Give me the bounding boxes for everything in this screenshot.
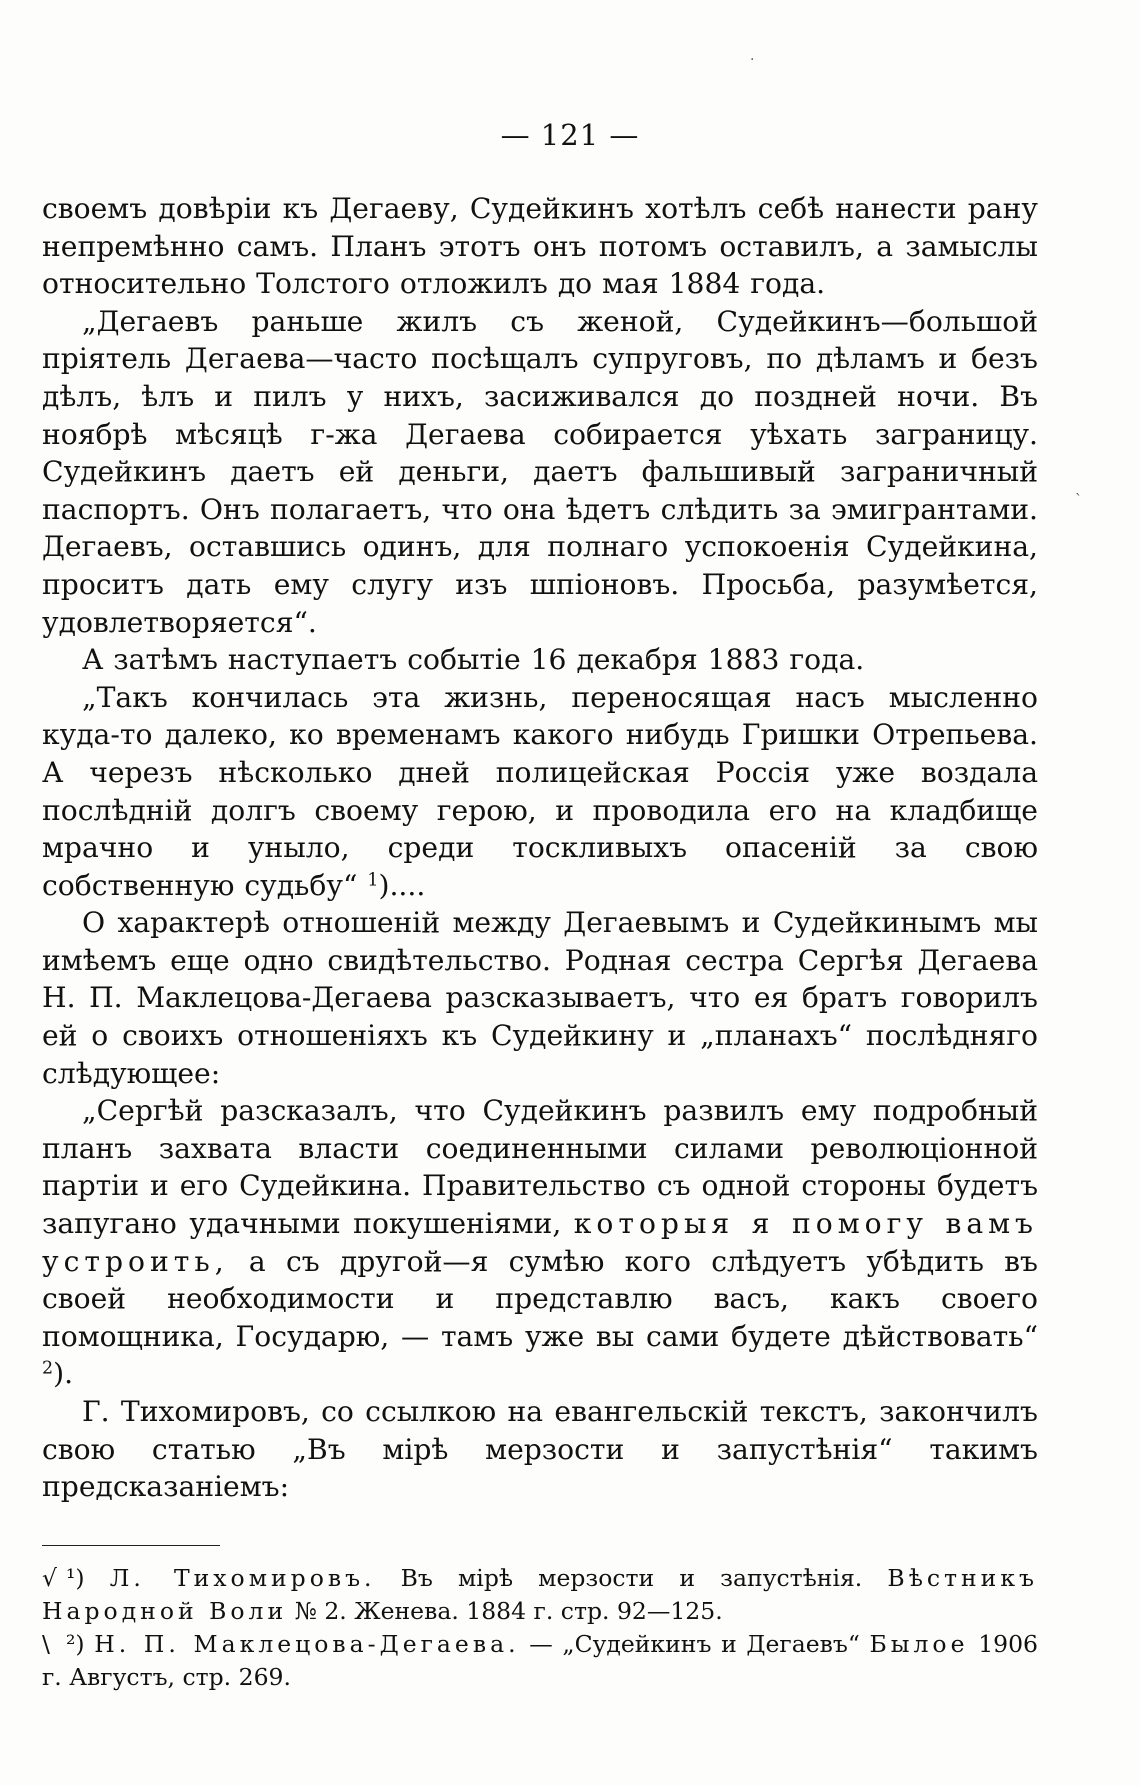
footnote-number: ¹)	[66, 1564, 85, 1592]
paragraph	[42, 679, 1038, 905]
footnote-reference: 1	[367, 870, 379, 891]
footnote-divider	[42, 1545, 220, 1546]
footnote-details: № 2. Женева. 1884 г. стр. 92—125.	[294, 1597, 723, 1625]
paragraph	[42, 1092, 1038, 1393]
footnotes	[42, 1562, 1038, 1694]
check-mark-icon: √	[42, 1564, 57, 1592]
page-number: — 121 —	[500, 118, 640, 152]
footnote-title: Въ мірѣ мерзости и запустѣнія.	[400, 1564, 863, 1592]
footnote-author: Л. Тихомировъ.	[109, 1564, 376, 1592]
paragraph-text: „Сергѣй разсказалъ, что Судейкинъ развилъ ему подробный планъ захвата власти соединенными силами революціонной партіи и его Судейкина. Правительство съ одной стороны будетъ запугано удачными покушеніями,	[42, 1094, 1038, 1241]
footnote-reference: 2	[42, 1358, 54, 1379]
stray-mark: ·	[750, 52, 755, 68]
footnote-source: Былое	[869, 1630, 969, 1658]
footnote-author: Н. П. Маклецова-Дегаева.	[94, 1630, 520, 1658]
paragraph-text: а съ другой—я сумѣю кого слѣдуетъ убѣдить въ своей необходимости и представлю васъ, какъ своего помощника, Государю, — тамъ уже вы сами будете дѣйствовать“	[42, 1244, 1038, 1353]
slash-mark-icon: \	[42, 1630, 50, 1658]
emphasized-text: которыя я помогу вамъ устроить,	[42, 1207, 1038, 1278]
paragraph: О характерѣ отношеній между Дегаевымъ и Судейкинымъ мы имѣемъ еще одно свидѣтельство. Родная сестра Сергѣя Дегаева Н. П. Маклецова-Дегаева разсказываетъ, что ея братъ говорилъ ей о своихъ отношеніяхъ къ Судейкину и „планахъ“ послѣдняго слѣдующее:	[42, 906, 1038, 1090]
paragraph: „Дегаевъ раньше жилъ съ женой, Судейкинъ—большой пріятель Дегаева—часто посѣщалъ супруговъ, по дѣламъ и безъ дѣлъ, ѣлъ и пилъ у нихъ, засиживался до поздней ночи. Въ ноябрѣ мѣсяцѣ г-жа Дегаева собирается уѣхать заграницу. Судейкинъ даетъ ей деньги, даетъ фальшивый заграничный паспортъ. Онъ полагаетъ, что она ѣдетъ слѣдить за эмигрантами. Дегаевъ, оставшись одинъ, для полнаго успокоенія Судейкина, проситъ дать ему слугу изъ шпіоновъ. Просьба, разумѣется, удовлетворяется“.	[42, 304, 1038, 639]
paragraph-ending: ).	[53, 1357, 74, 1391]
footnote	[42, 1628, 1038, 1694]
stray-mark: ˎ	[1075, 480, 1082, 496]
paragraph-text: „Такъ кончилась эта жизнь, переносящая насъ мысленно куда-то далеко, ко временамъ какого нибудь Гришки Отрепьева. А черезъ нѣсколько дней полицейская Россія уже воздала послѣдній долгъ своему герою, и проводила его на кладбище мрачно и уныло, среди тоскливыхъ опасеній за свою собственную судьбу“	[42, 680, 1038, 902]
paragraph: своемъ довѣріи къ Дегаеву, Судейкинъ хотѣлъ себѣ нанести рану непремѣнно самъ. Планъ этотъ онъ потомъ оставилъ, а замыслы относительно Толстого отложилъ до мая 1884 года.	[42, 192, 1038, 301]
paragraph-ending: )....	[378, 868, 426, 902]
main-text	[42, 190, 1038, 1506]
footnote-title: — „Судейкинъ и Дегаевъ“	[529, 1630, 860, 1658]
paragraph: А затѣмъ наступаетъ событіе 16 декабря 1883 года.	[82, 643, 865, 677]
footnote-number: ²)	[66, 1630, 85, 1658]
footnote-details: 1906 г. Августъ, стр. 269.	[42, 1630, 1038, 1691]
footnote	[42, 1562, 1038, 1628]
footnote-source: Вѣстникъ Народной Воли	[42, 1564, 1038, 1625]
paragraph: Г. Тихомировъ, со ссылкою на евангельскій текстъ, закончилъ свою статью „Въ мірѣ мерзости и запустѣнія“ такимъ предсказаніемъ:	[42, 1395, 1038, 1504]
